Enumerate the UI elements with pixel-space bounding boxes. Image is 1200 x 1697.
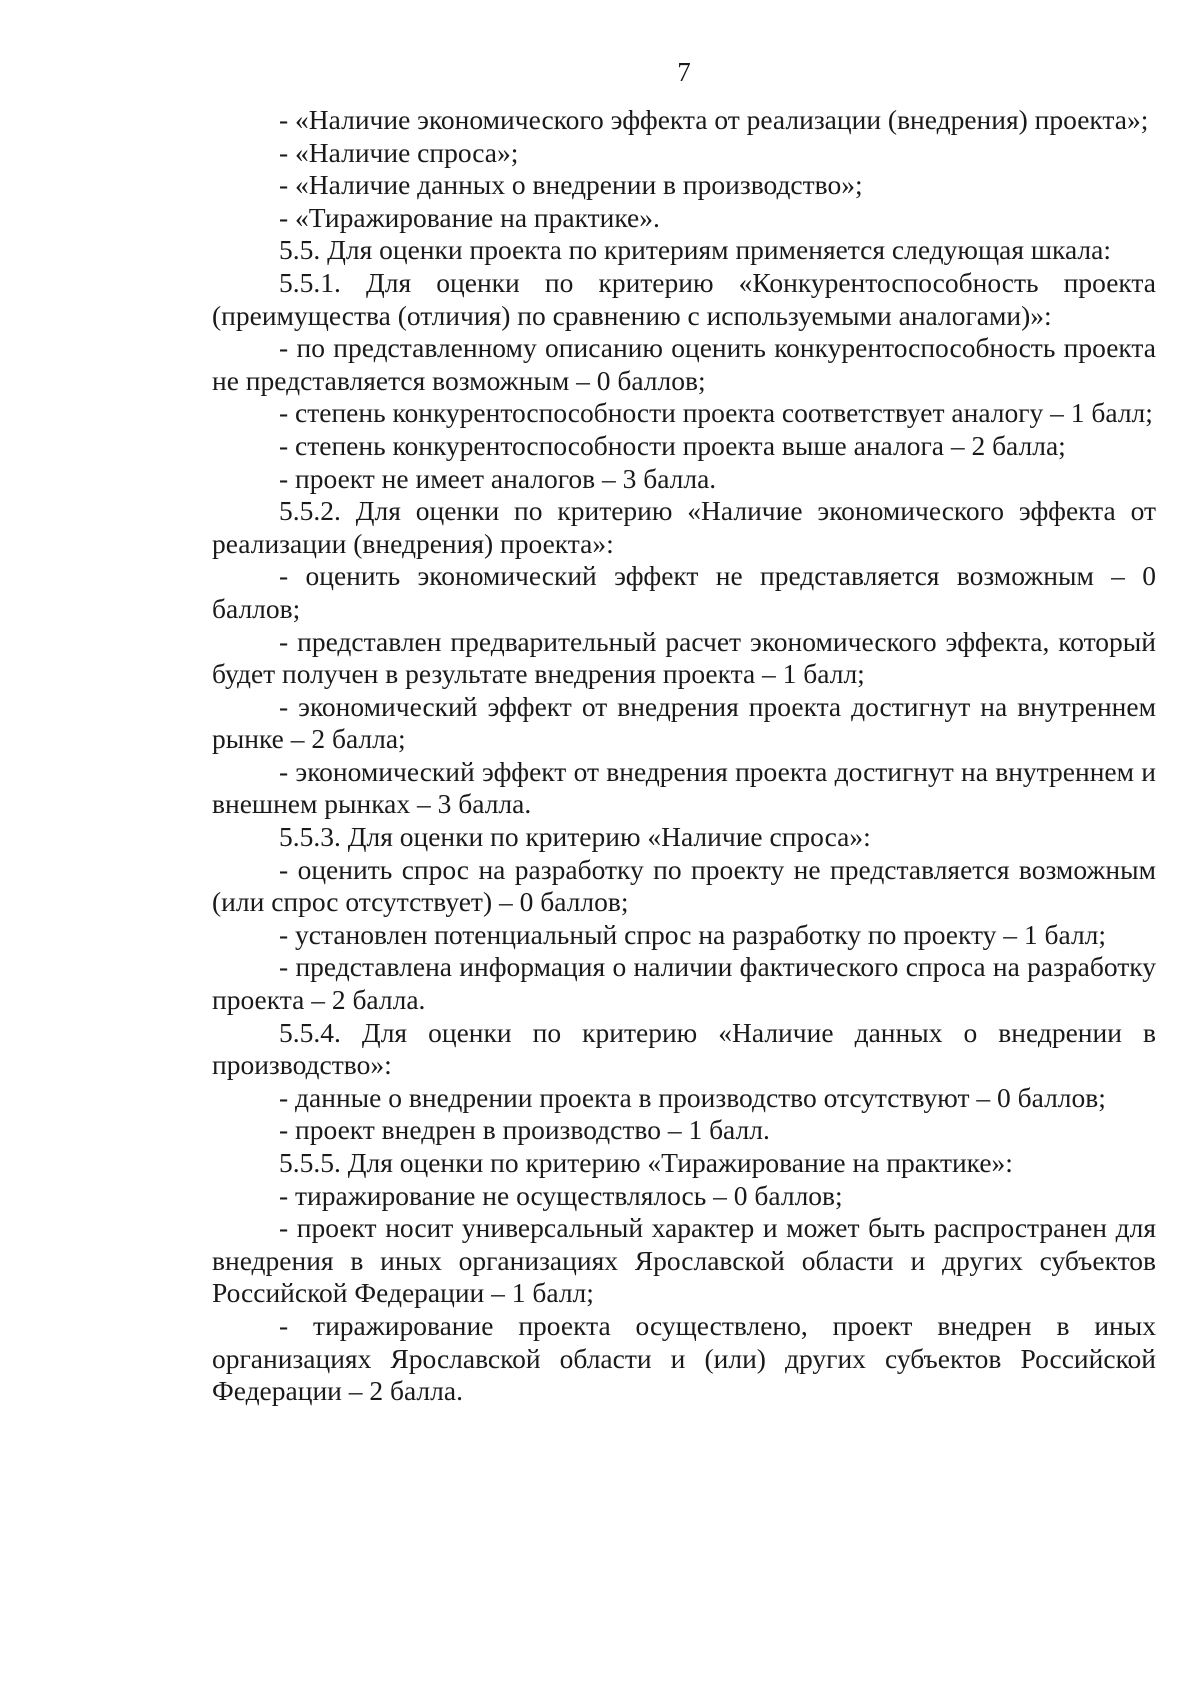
paragraph: - «Наличие экономического эффекта от реализации (внедрения) проекта»; [279, 104, 1149, 135]
paragraph: - данные о внедрении проекта в производство отсутствуют – 0 баллов; [279, 1081, 1106, 1113]
paragraph: - проект не имеет аналогов – 3 балла. [279, 462, 717, 494]
paragraph: - представлена информация о наличии фактического спроса на разработку проекта – 2 балла. [212, 951, 1156, 1016]
paragraph: - «Наличие данных о внедрении в производство»; [279, 169, 863, 201]
paragraph: - установлен потенциальный спрос на разработку по проекту – 1 балл; [279, 918, 1107, 950]
paragraph: - «Тиражирование на практике». [279, 201, 660, 233]
paragraph: - экономический эффект от внедрения проекта достигнут на внутреннем рынке – 2 балла; [212, 690, 1156, 755]
paragraph: - степень конкурентоспособности проекта выше аналога – 2 балла; [279, 429, 1066, 461]
paragraph: - оценить экономический эффект не представляется возможным – 0 баллов; [212, 560, 1156, 624]
paragraph: - проект внедрен в производство – 1 балл. [279, 1114, 770, 1146]
paragraph: - оценить спрос на разработку по проекту не представляется возможным (или спрос отсутствует) – 0 баллов; [212, 853, 1156, 918]
paragraph: 5.5.3. Для оценки по критерию «Наличие спроса»: [279, 821, 871, 853]
paragraph: - степень конкурентоспособности проекта соответствует аналогу – 1 балл; [279, 397, 1153, 429]
paragraph: 5.5. Для оценки проекта по критериям применяется следующая шкала: [279, 234, 1111, 266]
paragraph: 5.5.2. Для оценки по критерию «Наличие экономического эффекта от реализации (внедрения) проекта»: [212, 495, 1156, 559]
paragraph: 5.5.5. Для оценки по критерию «Тиражирование на практике»: [279, 1147, 1013, 1178]
paragraph: - по представленному описанию оценить конкурентоспособность проекта не представляется возможным – 0 баллов; [212, 332, 1156, 396]
paragraph: - тиражирование не осуществлялось – 0 баллов; [279, 1179, 843, 1211]
page-number: 7 [677, 57, 691, 87]
paragraph: - представлен предварительный расчет экономического эффекта, который будет получен в результате внедрения проекта – 1 балл; [212, 625, 1156, 690]
paragraph: - экономический эффект от внедрения проекта достигнут на внутреннем и внешнем рынках – 3 балла. [212, 755, 1156, 820]
paragraph: 5.5.4. Для оценки по критерию «Наличие данных о внедрении в производство»: [212, 1016, 1156, 1081]
paragraph: - проект носит универсальный характер и может быть распространен для внедрения в иных организациях Ярославской области и других субъектов Российской Федерации – 1 балл; [212, 1212, 1156, 1309]
paragraph: 5.5.1. Для оценки по критерию «Конкурентоспособность проекта (преимущества (отличия) по сравнению с используемыми аналогами)»: [212, 266, 1156, 331]
paragraph: - «Наличие спроса»; [279, 136, 519, 168]
paragraph: - тиражирование проекта осуществлено, проект внедрен в иных организациях Ярославской области и (или) других субъектов Российской Федерации – 2 балла. [212, 1309, 1156, 1407]
document-body [212, 104, 1156, 1408]
